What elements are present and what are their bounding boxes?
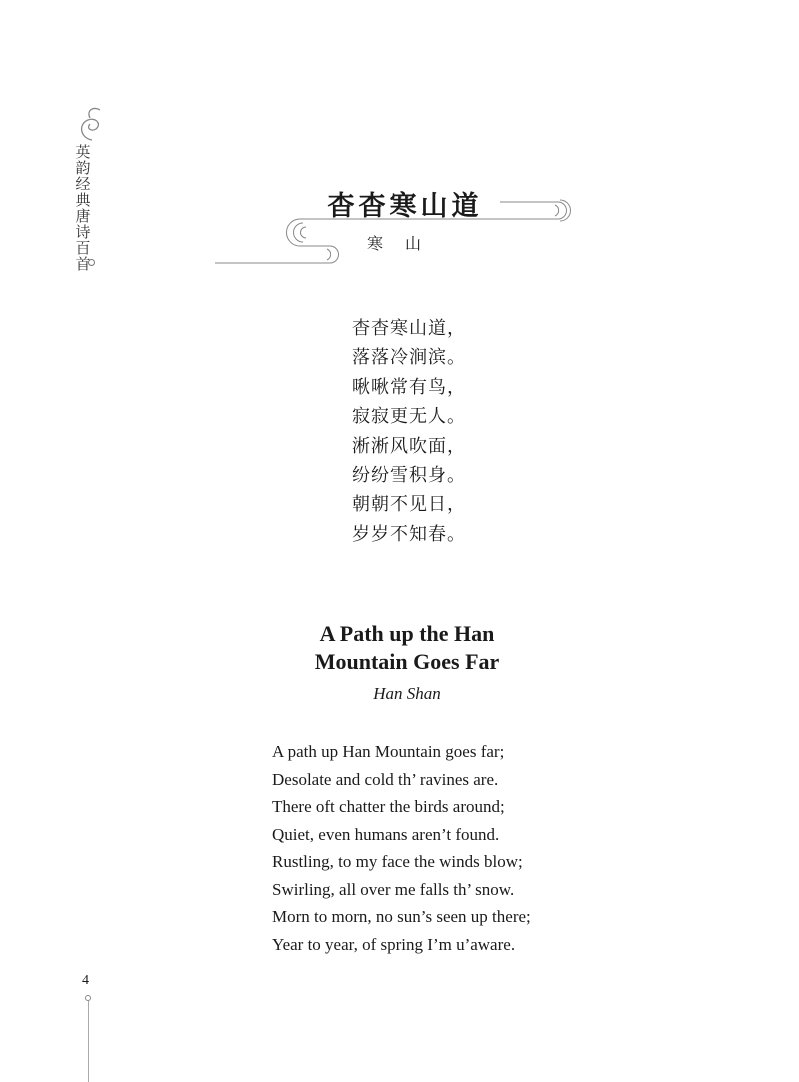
page-number: 4 xyxy=(82,973,89,988)
running-title: 英韵经典唐诗百首 xyxy=(75,143,91,273)
poem-line: There oft chatter the birds around; xyxy=(272,797,505,816)
poem-line: 啾啾常有鸟， xyxy=(352,376,466,398)
poem-line: Rustling, to my face the winds blow; xyxy=(272,852,523,871)
poem-line: 寂寂更无人。 xyxy=(352,406,466,428)
running-title-dot xyxy=(88,259,95,266)
chinese-poem xyxy=(352,314,552,549)
poem-line: 纷纷雪积身。 xyxy=(352,465,466,487)
chinese-author: 寒山 xyxy=(366,234,443,253)
english-poem xyxy=(272,738,592,958)
page-margin-rule xyxy=(88,1001,89,1082)
cloud-ornament-icon xyxy=(72,104,108,144)
english-author: Han Shan xyxy=(373,684,441,703)
poem-line: 杳杳寒山道， xyxy=(352,318,466,339)
poem-line: Quiet, even humans aren’t found. xyxy=(272,824,500,844)
poem-line: 落落冷涧滨。 xyxy=(352,347,466,369)
english-title-line: Mountain Goes Far xyxy=(314,649,500,674)
poem-line: Year to year, of spring I’m u’aware. xyxy=(272,934,516,954)
poem-line: A path up Han Mountain goes far; xyxy=(272,742,505,761)
poem-line: 淅淅风吹面， xyxy=(352,435,466,457)
poem-line: 岁岁不知春。 xyxy=(352,523,466,545)
english-title-line: A Path up the Han xyxy=(319,621,495,646)
poem-line: Desolate and cold th’ ravines are. xyxy=(272,769,499,789)
poem-line: 朝朝不见日， xyxy=(352,494,466,516)
chinese-title: 杳杳寒山道 xyxy=(327,191,483,222)
poem-line: Morn to morn, no sun’s seen up there; xyxy=(272,907,531,926)
poem-line: Swirling, all over me falls th’ snow. xyxy=(272,879,515,899)
english-title xyxy=(240,620,574,676)
